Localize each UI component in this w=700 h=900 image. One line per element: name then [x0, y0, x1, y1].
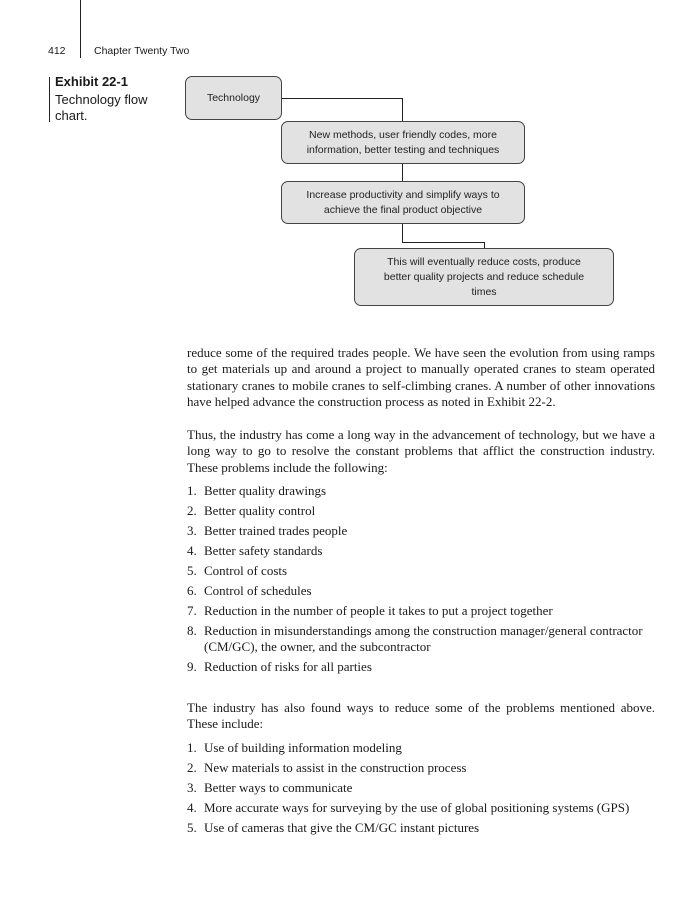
list-item: 3. Better ways to communicate [187, 780, 353, 795]
list-item: 2. Better quality control [187, 503, 316, 518]
list-item: 4. More accurate ways for surveying by the use of global positioning systems (GPS) [187, 800, 630, 815]
connector [402, 163, 403, 181]
flow-node-methods: New methods, user friendly codes, more information, better testing and techniques [281, 121, 525, 164]
exhibit-caption: Technology flow chart. [55, 92, 148, 123]
body-paragraph: Thus, the industry has come a long way in the advancement of technology, but we have a long way to go to resolve the constant problems that afflict the construction industry. These problems include the following: [187, 427, 655, 475]
connector [281, 98, 403, 99]
list-item: 1. Use of building information modeling [187, 740, 402, 755]
page-number: 412 [48, 45, 66, 57]
flow-node-productivity: Increase productivity and simplify ways to achieve the final product objective [281, 181, 525, 224]
list-item: 1. Better quality drawings [187, 483, 327, 498]
list-item: 8. Reduction in misunderstandings among the construction manager/general contractor (CM/GC), the owner, and the subcontractor [187, 623, 643, 654]
header-divider [80, 0, 81, 58]
connector [402, 98, 403, 121]
list-item: 4. Better safety standards [187, 543, 323, 558]
list-item: 3. Better trained trades people [187, 523, 348, 538]
solutions-list [187, 740, 655, 840]
connector [402, 242, 485, 243]
flow-node-technology: Technology [185, 76, 282, 120]
flow-node-outcome: This will eventually reduce costs, produce better quality projects and reduce schedule times [354, 248, 614, 306]
list-item: 9. Reduction of risks for all parties [187, 659, 372, 674]
exhibit-bar [49, 77, 50, 122]
problems-list [187, 483, 655, 679]
list-item: 7. Reduction in the number of people it takes to put a project together [187, 603, 553, 618]
connector [402, 223, 403, 243]
list-item: 2. New materials to assist in the construction process [187, 760, 467, 775]
body-paragraph: reduce some of the required trades people. We have seen the evolution from using ramps to get materials up and around a project to manually operated cranes to steam operated stationary cranes to mobile cranes to self-climbing cranes. A number of other innovations have helped advance the construction process as noted in Exhibit 22-2. [187, 345, 655, 409]
chapter-title: Chapter Twenty Two [94, 45, 190, 57]
exhibit-label: Exhibit 22-1 [55, 74, 128, 89]
body-paragraph: The industry has also found ways to reduce some of the problems mentioned above. These include: [187, 700, 655, 732]
list-item: 5. Control of costs [187, 563, 288, 578]
list-item: 6. Control of schedules [187, 583, 312, 598]
list-item: 5. Use of cameras that give the CM/GC instant pictures [187, 820, 480, 835]
